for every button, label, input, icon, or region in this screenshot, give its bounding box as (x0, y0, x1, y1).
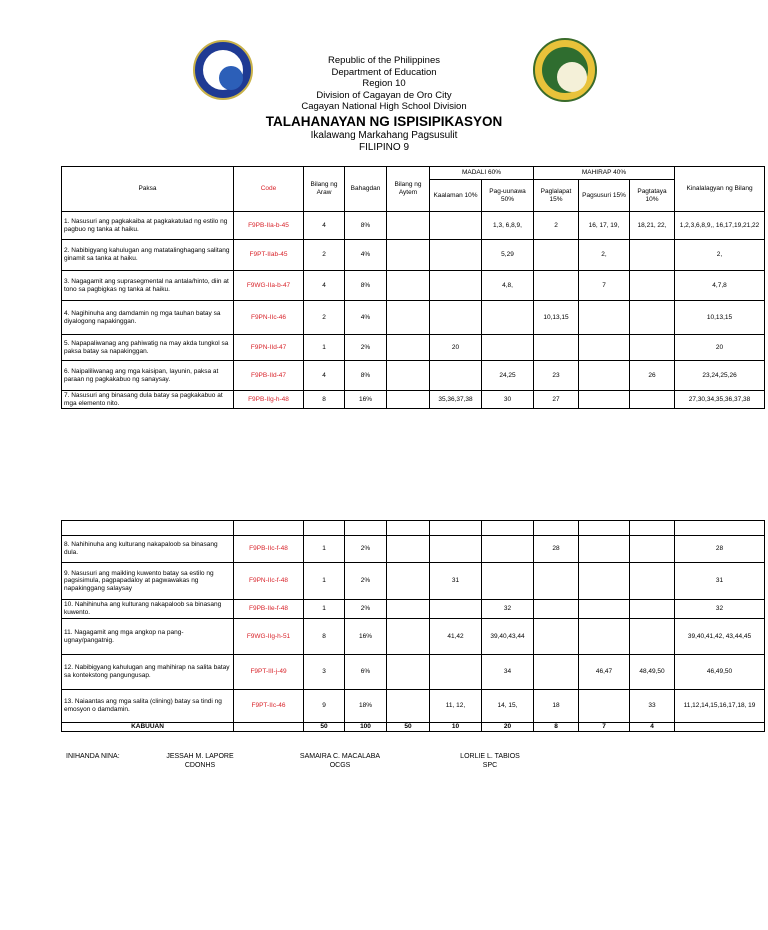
cell-topic: 8. Nahihinuha ang kulturang nakapaloob sa binasang dula. (62, 536, 234, 563)
table-row (62, 619, 765, 655)
cell-kaalaman: 11, 12, (430, 690, 482, 723)
table-row (62, 240, 765, 271)
table-row (62, 536, 765, 563)
cell-code: F9WG-IIa-b-47 (234, 271, 304, 301)
cell-code: F9PB-IId-47 (234, 361, 304, 391)
header-mahirap: MAHIRAP 40% (534, 167, 675, 180)
header-pagsusuri: Pagsusuri 15% (579, 180, 630, 212)
cell-pagsusuri (579, 335, 630, 361)
cell-pagunawa (482, 301, 534, 335)
cell-topic: 2. Nabibigyang kahulugan ang matatalinghagang salitang ginamit sa tanka at haiku. (62, 240, 234, 271)
cell-kaalaman: 31 (430, 563, 482, 600)
cell-aytem (387, 301, 430, 335)
cell-topic: 13. Naiaantas ang mga salita (clining) batay sa tindi ng emosyon o damdamin. (62, 690, 234, 723)
cell-araw: 2 (304, 240, 345, 271)
division-line: Division of Cagayan de Oro City (316, 89, 452, 101)
page-title: TALAHANAYAN NG ISPISIPIKASYON (265, 113, 503, 129)
document-header (200, 55, 568, 154)
region-line: Region 10 (362, 78, 406, 89)
cell-pagunawa: 4,8, (482, 271, 534, 301)
table-row (62, 563, 765, 600)
cell-aytem (387, 361, 430, 391)
cell-kaalaman (430, 271, 482, 301)
header-bilang-araw: Bilang ng Araw (304, 167, 345, 212)
total-row (62, 723, 765, 732)
cell-aytem (387, 619, 430, 655)
cell-kaalaman: 35,36,37,38 (430, 391, 482, 409)
cell-kaalaman (430, 655, 482, 690)
table-row (62, 690, 765, 723)
cell-pagtataya (630, 563, 675, 600)
cell-bahagdan: 16% (345, 619, 387, 655)
cell-aytem (387, 240, 430, 271)
cell-pagunawa: 34 (482, 655, 534, 690)
total-pagtataya: 4 (630, 723, 675, 732)
cell-topic: 3. Nagagamit ang suprasegmental na antala/hinto, diin at tono sa pagbigkas ng tanka at haiku. (62, 271, 234, 301)
cell-aytem (387, 655, 430, 690)
cell-aytem (387, 271, 430, 301)
cell-paglalapat (534, 619, 579, 655)
cell-pagunawa (482, 536, 534, 563)
table-row (62, 271, 765, 301)
cell-paglalapat (534, 655, 579, 690)
cell-pagsusuri (579, 619, 630, 655)
cell-kinalalagyan: 11,12,14,15,16,17,18, 19 (675, 690, 765, 723)
cell-pagtataya (630, 536, 675, 563)
cell-araw: 9 (304, 690, 345, 723)
table-row (62, 212, 765, 240)
cell-kinalalagyan: 20 (675, 335, 765, 361)
header-bilang-aytem: Bilang ng Aytem (387, 167, 430, 212)
header-kaalaman: Kaalaman 10% (430, 180, 482, 212)
total-label: KABUUAN (62, 723, 234, 732)
cell-pagunawa (482, 335, 534, 361)
total-araw: 50 (304, 723, 345, 732)
person1 (140, 752, 260, 770)
cell-bahagdan: 8% (345, 361, 387, 391)
total-paglalapat: 8 (534, 723, 579, 732)
cell-araw: 1 (304, 600, 345, 619)
cell-pagtataya (630, 240, 675, 271)
cell-pagsusuri (579, 391, 630, 409)
cell-bahagdan: 4% (345, 240, 387, 271)
cell-araw: 4 (304, 212, 345, 240)
cell-code: F9PT-III-j-49 (234, 655, 304, 690)
header-paksa: Paksa (62, 167, 234, 212)
cell-paglalapat: 23 (534, 361, 579, 391)
person3-school: SPC (482, 762, 498, 769)
header-code: Code (234, 167, 304, 212)
republic-line: Republic of the Philippines (328, 55, 440, 66)
header-paglalapat: Paglalapat 15% (534, 180, 579, 212)
table-row (62, 655, 765, 690)
cell-kinalalagyan: 31 (675, 563, 765, 600)
cell-topic: 11. Nagagamit ang mga angkop na pang-ugnay/pangatnig. (62, 619, 234, 655)
cell-kinalalagyan: 4,7,8 (675, 271, 765, 301)
cell-code: F9PT-IIc-46 (234, 690, 304, 723)
person3-name: LORLIE L. TABIOS (460, 753, 520, 760)
cell-topic: 5. Napapaliwanag ang pahiwatig na may akda tungkol sa paksa batay sa napakinggan. (62, 335, 234, 361)
cell-bahagdan: 2% (345, 600, 387, 619)
specification-table (61, 166, 765, 409)
person1-school: CDONHS (184, 762, 216, 769)
cell-bahagdan: 2% (345, 536, 387, 563)
cell-aytem (387, 563, 430, 600)
cell-pagunawa (482, 563, 534, 600)
total-pagsusuri: 7 (579, 723, 630, 732)
cell-paglalapat (534, 600, 579, 619)
cell-bahagdan: 8% (345, 271, 387, 301)
cell-kinalalagyan: 46,49,50 (675, 655, 765, 690)
cell-paglalapat: 18 (534, 690, 579, 723)
cell-paglalapat (534, 271, 579, 301)
cell-kaalaman: 20 (430, 335, 482, 361)
cell-paglalapat: 28 (534, 536, 579, 563)
cell-araw: 8 (304, 391, 345, 409)
cell-pagtataya (630, 619, 675, 655)
cell-pagsusuri: 46,47 (579, 655, 630, 690)
cell-code: F9PB-IIe-f-48 (234, 600, 304, 619)
cell-bahagdan: 2% (345, 563, 387, 600)
cell-kaalaman (430, 600, 482, 619)
cell-pagsusuri (579, 361, 630, 391)
cell-aytem (387, 536, 430, 563)
cell-aytem (387, 335, 430, 361)
cell-topic: 7. Nasusuri ang binasang dula batay sa pagkakabuo at mga elemento nito. (62, 391, 234, 409)
cell-pagsusuri: 16, 17, 19, (579, 212, 630, 240)
cell-pagtataya: 26 (630, 361, 675, 391)
cell-topic: 6. Naipaliliwanag ang mga kaisipan, layunin, paksa at paraan ng pagkakabuo ng sanaysay. (62, 361, 234, 391)
cell-pagtataya (630, 335, 675, 361)
cell-topic: 10. Nahihinuha ang kulturang nakapaloob sa binasang kuwento. (62, 600, 234, 619)
cell-araw: 8 (304, 619, 345, 655)
cell-kaalaman (430, 240, 482, 271)
cell-paglalapat (534, 240, 579, 271)
cell-aytem (387, 690, 430, 723)
cell-code: F9WG-IIg-h-51 (234, 619, 304, 655)
cell-bahagdan: 6% (345, 655, 387, 690)
person2 (280, 752, 400, 770)
cell-pagtataya: 18,21, 22, (630, 212, 675, 240)
cell-pagunawa: 30 (482, 391, 534, 409)
cell-pagsusuri (579, 600, 630, 619)
cell-pagunawa: 24,25 (482, 361, 534, 391)
table-row (62, 391, 765, 409)
cell-paglalapat (534, 335, 579, 361)
cell-aytem (387, 600, 430, 619)
department-line: Department of Education (331, 66, 437, 78)
blank-header-row (62, 521, 765, 536)
cell-kinalalagyan: 32 (675, 600, 765, 619)
cell-araw: 4 (304, 271, 345, 301)
cell-araw: 3 (304, 655, 345, 690)
exam-subtitle: Ikalawang Markahang Pagsusulit (310, 129, 458, 141)
cell-pagunawa: 39,40,43,44 (482, 619, 534, 655)
cell-kinalalagyan: 1,2,3,6,8,9,, 16,17,19,21,22 (675, 212, 765, 240)
cell-topic: 9. Nasusuri ang maikling kuwento batay sa estilo ng pagsisimula, pagpapadaloy at pagwawakas ng napakinggang salaysay (62, 563, 234, 600)
cell-code: F9PB-IIa-b-45 (234, 212, 304, 240)
cell-topic: 1. Nasusuri ang pagkakaiba at pagkakatulad ng estilo ng pagbuo ng tanka at haiku. (62, 212, 234, 240)
cell-pagsusuri (579, 563, 630, 600)
cell-pagtataya (630, 391, 675, 409)
cell-bahagdan: 8% (345, 212, 387, 240)
cell-araw: 2 (304, 301, 345, 335)
header-bahagdan: Bahagdan (345, 167, 387, 212)
cell-aytem (387, 391, 430, 409)
cell-kinalalagyan: 2, (675, 240, 765, 271)
person2-name: SAMAIRA C. MACALABA (299, 753, 381, 760)
cell-code: F9PN-IIc-46 (234, 301, 304, 335)
person1-name: JESSAH M. LAPORE (166, 753, 234, 760)
cell-code: F9PT-IIab-45 (234, 240, 304, 271)
cell-bahagdan: 18% (345, 690, 387, 723)
total-kaalaman: 10 (430, 723, 482, 732)
cell-pagtataya (630, 271, 675, 301)
cell-kaalaman: 41,42 (430, 619, 482, 655)
cell-araw: 1 (304, 536, 345, 563)
cell-pagsusuri (579, 536, 630, 563)
cell-code: F9PN-IId-47 (234, 335, 304, 361)
total-aytem: 50 (387, 723, 430, 732)
prepared-by-label: INIHANDA NINA: (66, 753, 120, 760)
school-line: Cagayan National High School Division (301, 101, 467, 112)
table-row (62, 335, 765, 361)
cell-araw: 1 (304, 563, 345, 600)
cell-araw: 1 (304, 335, 345, 361)
cell-pagsusuri: 7 (579, 271, 630, 301)
cell-kinalalagyan: 28 (675, 536, 765, 563)
cell-pagtataya (630, 301, 675, 335)
cell-kinalalagyan: 39,40,41,42, 43,44,45 (675, 619, 765, 655)
table-row (62, 361, 765, 391)
total-pagunawa: 20 (482, 723, 534, 732)
cell-pagtataya (630, 600, 675, 619)
cell-kaalaman (430, 212, 482, 240)
cell-kaalaman (430, 301, 482, 335)
table-row (62, 600, 765, 619)
header-kinalalagyan: Kinalalagyan ng Bilang (675, 167, 765, 212)
cell-pagsusuri: 2, (579, 240, 630, 271)
cell-pagtataya: 48,49,50 (630, 655, 675, 690)
cell-pagunawa: 14, 15, (482, 690, 534, 723)
header-madali: MADALI 60% (430, 167, 534, 180)
cell-code: F9PN-IIc-f-48 (234, 563, 304, 600)
person2-school: OCGS (329, 762, 351, 769)
cell-topic: 12. Nabibigyang kahulugan ang mahihirap na salita batay sa kontekstong pangungusap. (62, 655, 234, 690)
cell-pagunawa: 5,29 (482, 240, 534, 271)
specification-table-continued (61, 520, 765, 732)
cell-pagsusuri (579, 690, 630, 723)
cell-kinalalagyan: 10,13,15 (675, 301, 765, 335)
cell-pagunawa: 32 (482, 600, 534, 619)
cell-kaalaman (430, 536, 482, 563)
cell-topic: 4. Nagihinuha ang damdamin ng mga tauhan batay sa diyalogong napakinggan. (62, 301, 234, 335)
cell-pagunawa: 1,3, 6,8,9, (482, 212, 534, 240)
cell-bahagdan: 4% (345, 301, 387, 335)
cell-pagtataya: 33 (630, 690, 675, 723)
cell-paglalapat: 2 (534, 212, 579, 240)
cell-kaalaman (430, 361, 482, 391)
cell-aytem (387, 212, 430, 240)
cell-kinalalagyan: 23,24,25,26 (675, 361, 765, 391)
cell-paglalapat: 10,13,15 (534, 301, 579, 335)
header-pag-unawa: Pag-uunawa 50% (482, 180, 534, 212)
cell-bahagdan: 2% (345, 335, 387, 361)
cell-bahagdan: 16% (345, 391, 387, 409)
cell-paglalapat (534, 563, 579, 600)
cell-pagsusuri (579, 301, 630, 335)
cell-code: F9PB-IIc-f-48 (234, 536, 304, 563)
cell-kinalalagyan: 27,30,34,35,36,37,38 (675, 391, 765, 409)
subject-line: FILIPINO 9 (358, 141, 409, 153)
cell-paglalapat: 27 (534, 391, 579, 409)
cell-code: F9PB-IIg-h-48 (234, 391, 304, 409)
person3 (430, 752, 550, 770)
header-pagtataya: Pagtataya 10% (630, 180, 675, 212)
total-bahagdan: 100 (345, 723, 387, 732)
table-row (62, 301, 765, 335)
cell-araw: 4 (304, 361, 345, 391)
